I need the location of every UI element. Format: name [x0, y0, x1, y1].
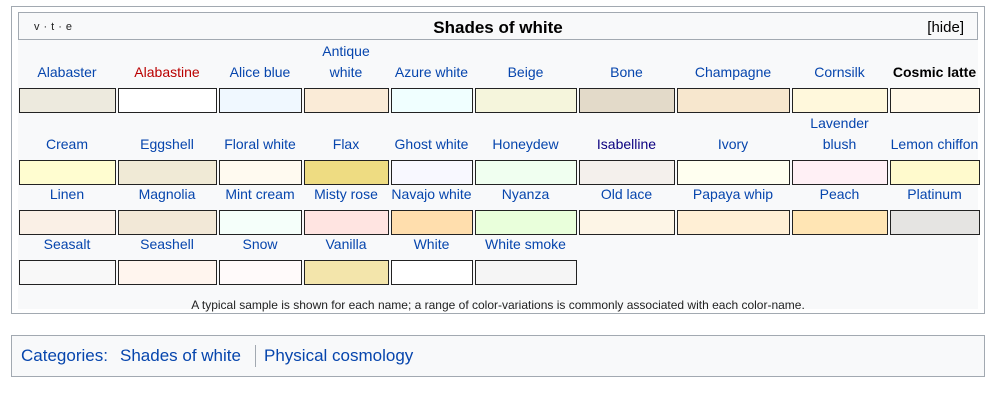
color-name-mint-cream[interactable]: Mint cream [225, 186, 295, 202]
color-name-vanilla[interactable]: Vanilla [325, 236, 367, 252]
talk-template-link[interactable]: t [51, 21, 57, 33]
view-template-link[interactable]: v [34, 21, 42, 33]
swatch-alabaster [19, 88, 116, 113]
color-name-lemon-chiffon[interactable]: Lemon chiffon [890, 136, 979, 152]
color-name-bone[interactable]: Bone [610, 64, 643, 80]
color-name-alabaster[interactable]: Alabaster [37, 64, 97, 80]
hide-toggle[interactable] [927, 19, 964, 36]
swatch-cosmic-latte [890, 88, 980, 113]
color-name-ivory[interactable]: Ivory [717, 136, 749, 152]
color-name-navajo-white[interactable]: Navajo white [391, 186, 472, 202]
color-name-ghost-white[interactable]: Ghost white [394, 136, 469, 152]
category-box [11, 335, 985, 377]
swatch-platinum [890, 210, 980, 235]
color-name-linen[interactable]: Linen [49, 186, 85, 202]
color-name-peach[interactable]: Peach [819, 186, 860, 202]
color-name-platinum[interactable]: Platinum [907, 186, 962, 202]
color-name-cosmic-latte: Cosmic latte [892, 64, 977, 80]
color-name-antique-white[interactable]: Antique white [322, 43, 370, 80]
swatch-alabastine [118, 88, 217, 113]
hide-bracket-open: [ [927, 19, 932, 36]
vte-sep: · [58, 21, 64, 33]
navbox-inner [18, 12, 979, 312]
categories-link[interactable]: Categories: [21, 346, 108, 365]
hide-link[interactable]: hide [931, 19, 960, 36]
color-name-magnolia[interactable]: Magnolia [138, 186, 196, 202]
navbox-note: A typical sample is shown for each name; a range of color-variations is commonly associated with each color-name. [191, 298, 805, 312]
swatch-papaya-whip [677, 210, 790, 235]
color-name-champagne[interactable]: Champagne [694, 64, 772, 80]
color-name-alice-blue[interactable]: Alice blue [229, 64, 291, 80]
color-name-eggshell[interactable]: Eggshell [140, 136, 194, 152]
swatch-peach [792, 210, 888, 235]
edit-template-link[interactable]: e [65, 21, 75, 33]
color-name-white[interactable]: White [413, 236, 450, 252]
color-name-seasalt[interactable]: Seasalt [43, 236, 91, 252]
category-shades-of-white[interactable]: Shades of white [120, 346, 241, 365]
color-name-seashell[interactable]: Seashell [140, 236, 194, 252]
color-name-snow[interactable]: Snow [242, 236, 278, 252]
color-name-old-lace[interactable]: Old lace [600, 186, 653, 202]
swatch-azure-white [391, 88, 473, 113]
color-name-papaya-whip[interactable]: Papaya whip [692, 186, 774, 202]
swatch-antique-white [304, 88, 389, 113]
color-name-lavender-blush[interactable]: Lavender blush [810, 115, 869, 152]
color-name-alabastine[interactable]: Alabastine [134, 64, 200, 80]
color-name-nyanza[interactable]: Nyanza [501, 186, 550, 202]
swatch-white [391, 260, 473, 285]
swatch-vanilla [304, 260, 389, 285]
color-name-white-smoke[interactable]: White smoke [485, 236, 566, 252]
color-name-honeydew[interactable]: Honeydew [492, 136, 559, 152]
color-name-isabelline[interactable]: Isabelline [596, 136, 657, 152]
vte-sep: · [43, 21, 50, 33]
color-name-floral-white[interactable]: Floral white [224, 136, 296, 152]
category-physical-cosmology[interactable]: Physical cosmology [264, 346, 414, 365]
swatch-old-lace [579, 210, 675, 235]
color-name-azure-white[interactable]: Azure white [394, 64, 469, 80]
hide-bracket-close: ] [959, 19, 964, 36]
swatch-beige [475, 88, 577, 113]
swatch-white-smoke [475, 260, 577, 285]
swatch-snow [219, 260, 302, 285]
color-name-beige[interactable]: Beige [507, 64, 544, 80]
category-separator [255, 345, 256, 367]
swatch-cornsilk [792, 88, 888, 113]
swatch-seashell [118, 260, 217, 285]
color-name-flax[interactable]: Flax [332, 136, 360, 152]
swatch-champagne [677, 88, 790, 113]
color-name-misty-rose[interactable]: Misty rose [314, 186, 378, 202]
swatch-seasalt [19, 260, 116, 285]
navbox [11, 6, 985, 314]
swatch-alice-blue [219, 88, 302, 113]
navbox-title[interactable]: Shades of white [433, 18, 563, 37]
swatch-bone [579, 88, 675, 113]
color-name-cornsilk[interactable]: Cornsilk [814, 64, 865, 80]
navbox-title-bar [18, 12, 978, 40]
color-name-cream[interactable]: Cream [45, 136, 88, 152]
